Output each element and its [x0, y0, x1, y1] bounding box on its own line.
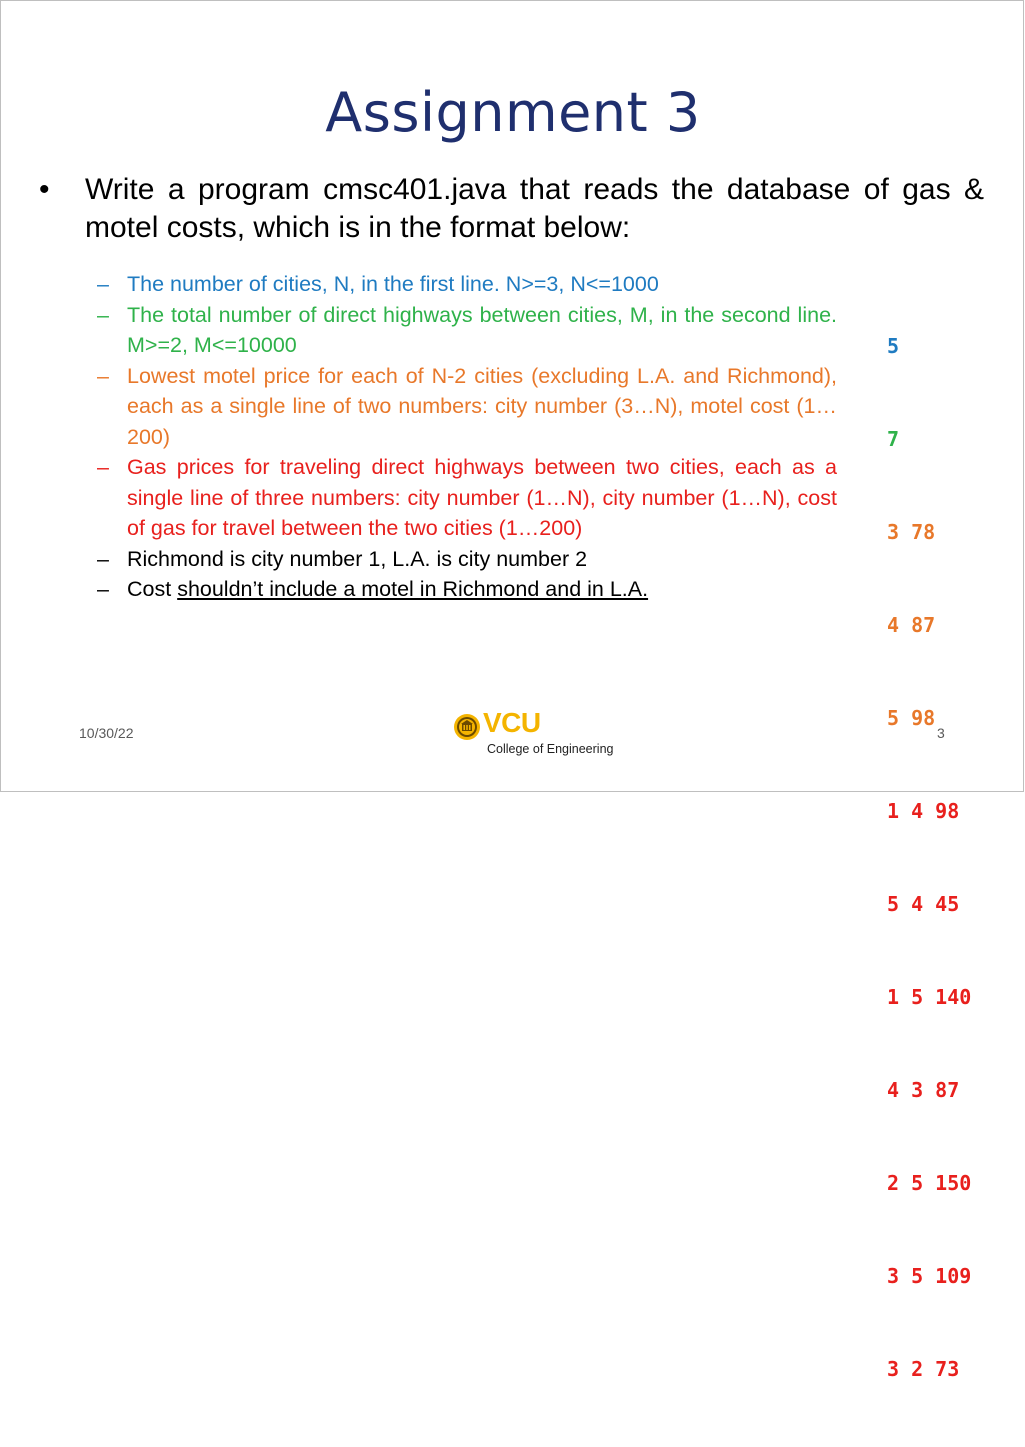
sub-item-text: [127, 574, 837, 605]
dash-icon: –: [97, 272, 109, 296]
sample-line: 3 2 73: [887, 1357, 960, 1381]
sub-item-text: The number of cities, N, in the first line. N>=3, N<=1000: [127, 272, 659, 296]
sub-item-city-numbers: [97, 544, 837, 575]
sample-line: 5 98: [887, 706, 936, 730]
sub-item-text: Gas prices for traveling direct highways between two cities, each as a single line of three numbers: city number (1…N), city number (1…N), cost of gas for travel between the two cities (1…200): [127, 455, 837, 540]
sample-line: 3 5 109: [887, 1264, 972, 1288]
footer-date: 10/30/22: [79, 725, 134, 741]
main-bullet-text: Write a program cmsc401.java that reads the database of gas & motel costs, which is in the format below:: [85, 173, 984, 244]
sample-line: 4 87: [887, 613, 936, 637]
dash-icon: –: [97, 302, 109, 327]
vcu-logo: [453, 707, 623, 761]
sub-item-motel-prices: [97, 361, 837, 453]
main-bullet: [39, 171, 984, 247]
sub-bullet-list: [97, 269, 837, 605]
sub-item-cost-note: [97, 574, 837, 605]
dash-icon: –: [97, 455, 109, 479]
cost-prefix: Cost: [127, 577, 178, 601]
sample-line: 1 4 98: [887, 799, 960, 823]
dash-icon: –: [97, 577, 109, 601]
sample-input-block: [887, 269, 1017, 1447]
sample-line: 3 78: [887, 520, 936, 544]
sub-item-text: Lowest motel price for each of N-2 cities (excluding L.A. and Richmond), each as a single line of two numbers: city number (3…N), motel cost (1…200): [127, 363, 837, 449]
bullet-dot-icon: •: [39, 173, 50, 206]
sample-line: 5 4 45: [887, 892, 960, 916]
sample-line: 4 3 87: [887, 1078, 960, 1102]
sample-line: 5: [887, 334, 900, 358]
sample-line: 2 5 150: [887, 1171, 972, 1195]
sub-item-num-cities: [97, 269, 837, 300]
page-number: 3: [937, 725, 945, 741]
vcu-seal-icon: [453, 713, 481, 741]
sub-item-gas-prices: [97, 452, 837, 544]
sub-item-text: Richmond is city number 1, L.A. is city number 2: [127, 546, 588, 571]
sub-item-text: The total number of direct highways between cities, M, in the second line. M>=2, M<=10000: [127, 302, 837, 357]
dash-icon: –: [97, 363, 109, 388]
slide-title: Assignment 3: [325, 81, 701, 144]
dash-icon: –: [97, 546, 109, 571]
vcu-logo-text: VCU: [483, 707, 541, 738]
cost-underlined-text: shouldn’t include a motel in Richmond and in L.A.: [177, 577, 649, 601]
college-name: College of Engineering: [487, 742, 614, 756]
sub-item-num-highways: [97, 300, 837, 361]
sample-line: 1 5 140: [887, 985, 972, 1009]
sample-line: 7: [887, 427, 900, 451]
